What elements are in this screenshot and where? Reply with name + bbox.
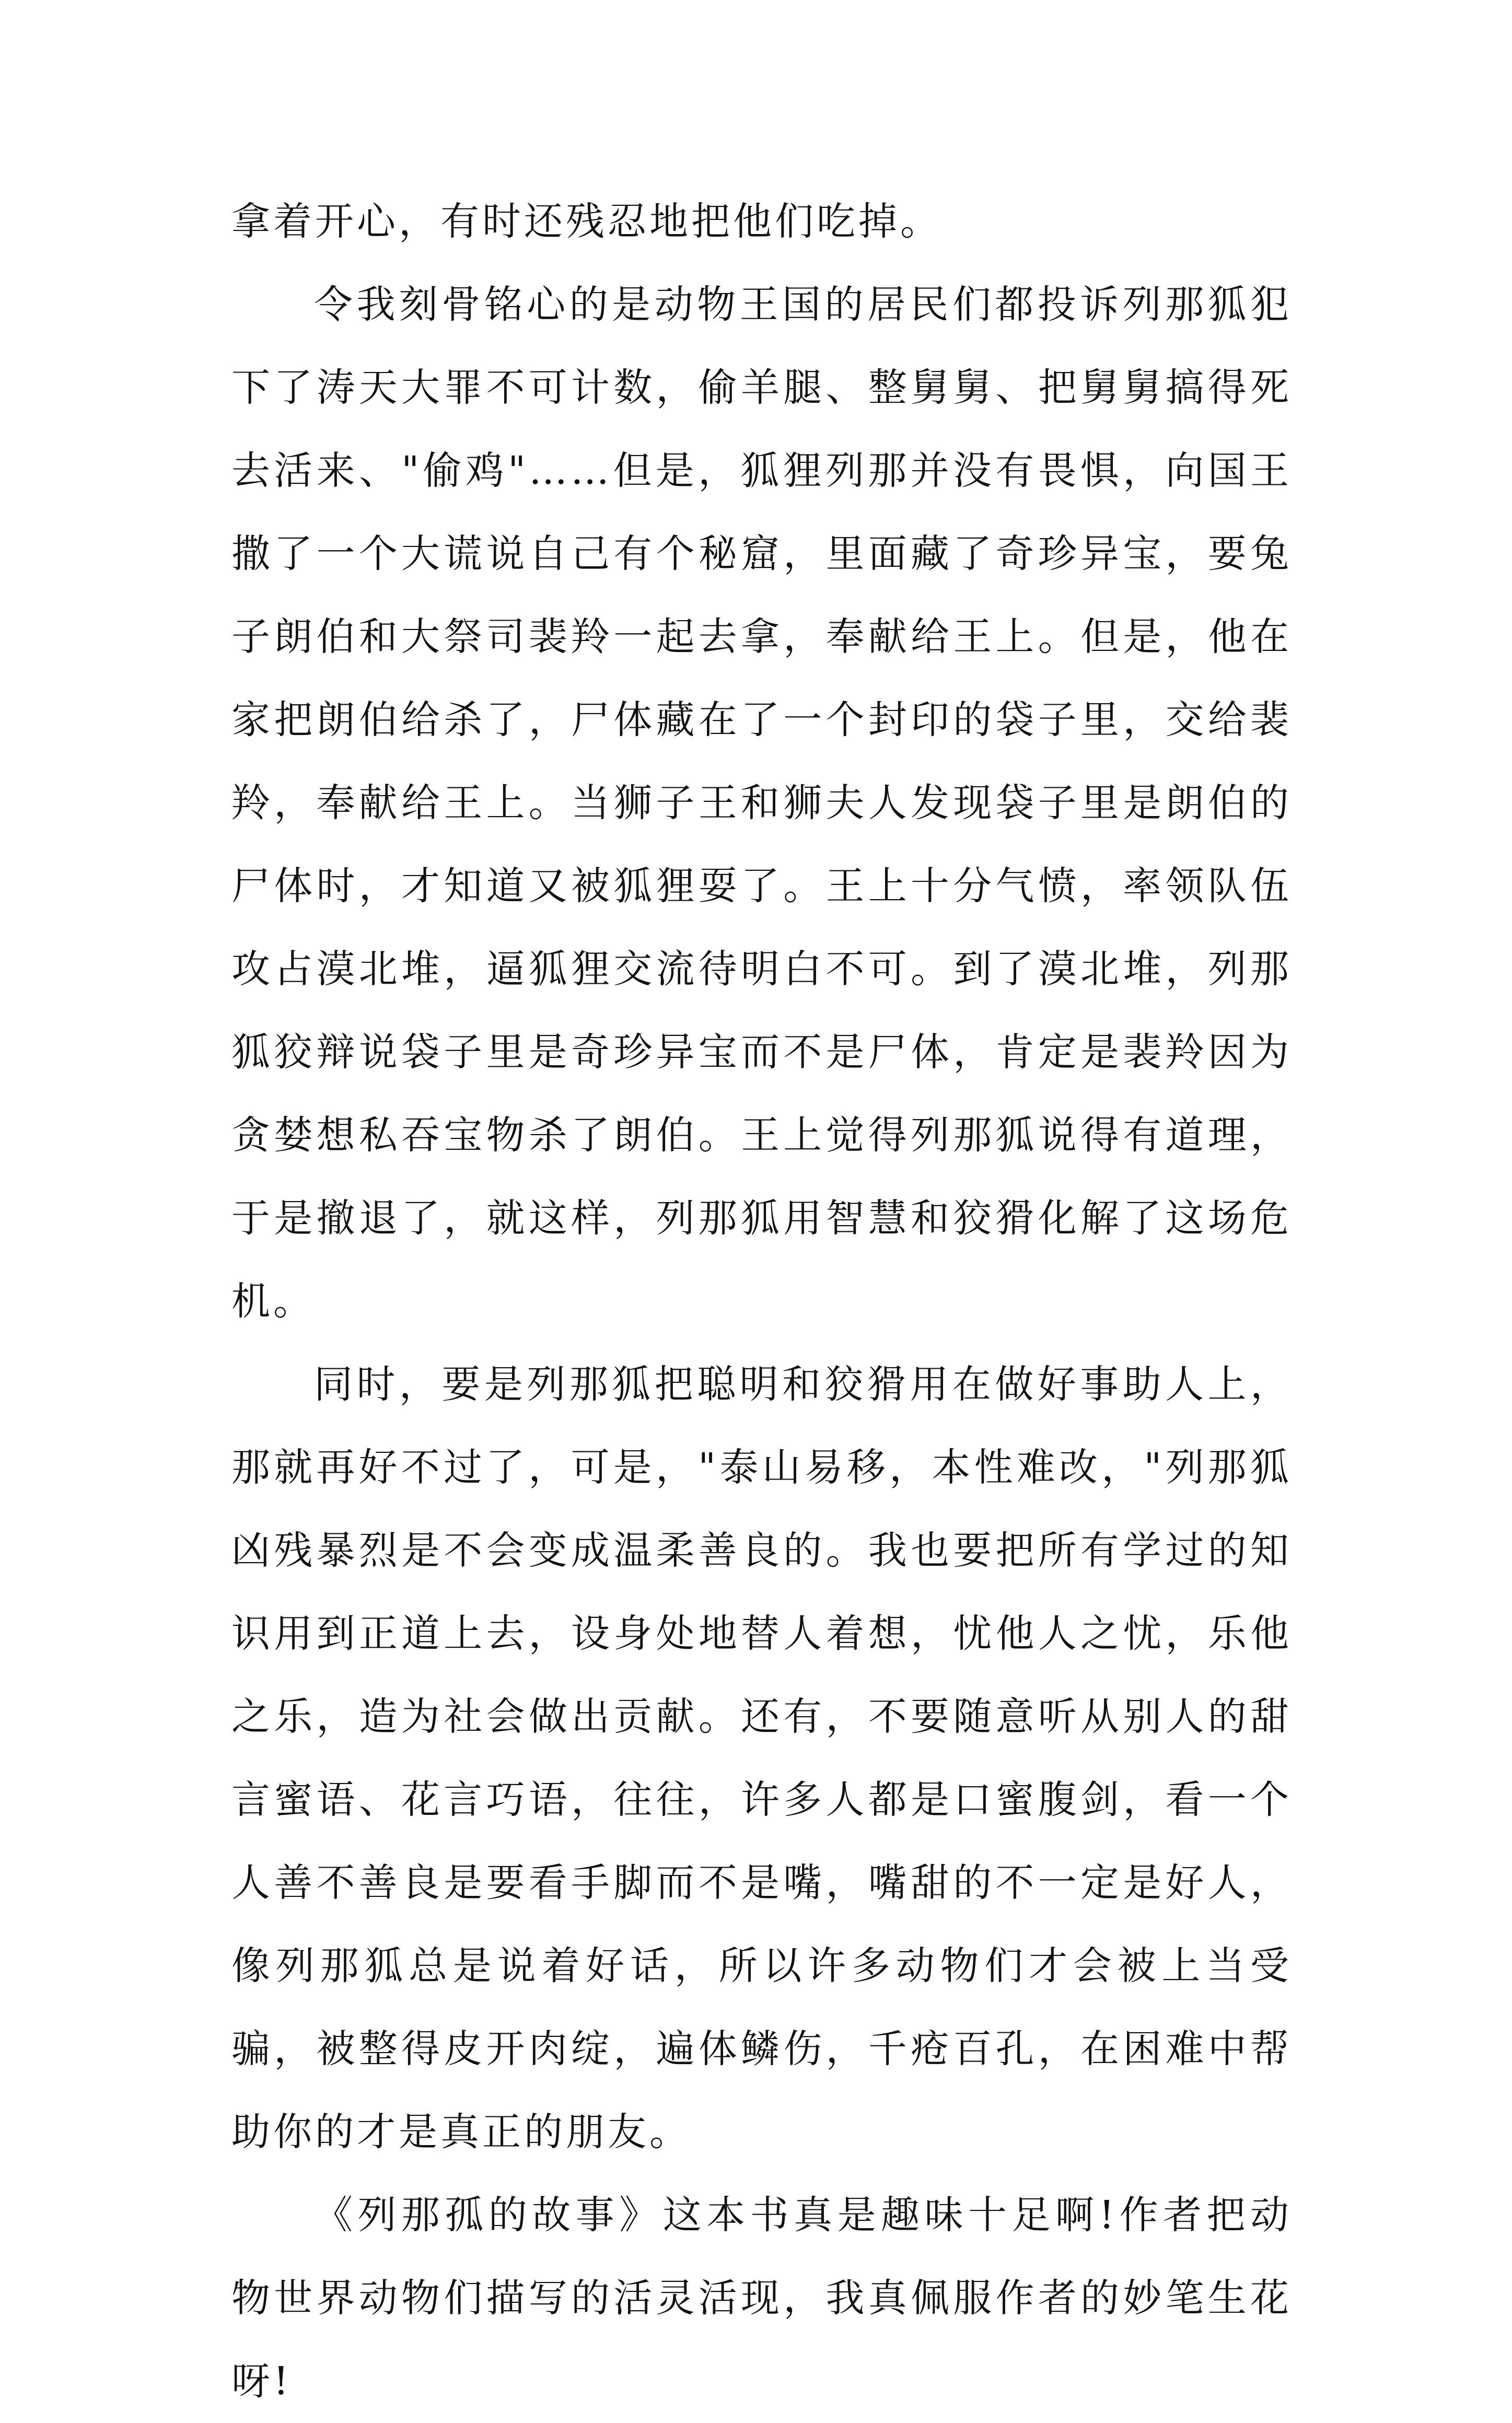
paragraph-continuation: 拿着开心，有时还残忍地把他们吃掉。 — [231, 199, 942, 244]
body-text — [231, 180, 1292, 2423]
paragraph-reflection: 同时，要是列那狐把聪明和狡猾用在做好事助人上，那就再好不过了，可是，"泰山易移，本性难改，"列那狐凶残暴烈是不会变成温柔善良的。我也要把所有学过的知识用到正道上去，设身处地替人着想，忧他人之忧，乐他之乐，造为社会做出贡献。还有，不要随意听从别人的甜言蜜语、花言巧语，往往，许多人都是口蜜腹剑，看一个人善不善良是要看手脚而不是嘴，嘴甜的不一定是好人，像列那狐总是说着好话，所以许多动物们才会被上当受骗，被整得皮开肉绽，遍体鳞伤，千疮百孔，在困难中帮助你的才是真正的朋友。 — [231, 1362, 1292, 2154]
paragraph-story-summary: 令我刻骨铭心的是动物王国的居民们都投诉列那狐犯下了涛天大罪不可计数，偷羊腿、整舅舅、把舅舅搞得死去活来、"偷鸡"……但是，狐狸列那并没有畏惧，向国王撒了一个大谎说自己有个秘窟，里面藏了奇珍异宝，要兔子朗伯和大祭司裴羚一起去拿，奉献给王上。但是，他在家把朗伯给杀了，尸体藏在了一个封印的袋子里，交给裴羚，奉献给王上。当狮子王和狮夫人发现袋子里是朗伯的尸体时，才知道又被狐狸耍了。王上十分气愤，率领队伍攻占漠北堆，逼狐狸交流待明白不可。到了漠北堆，列那狐狡辩说袋子里是奇珍异宝而不是尸体，肯定是裴羚因为贪婪想私吞宝物杀了朗伯。王上觉得列那狐说得有道理，于是撤退了，就这样，列那狐用智慧和狡猾化解了这场危机。 — [231, 282, 1292, 1324]
paragraph-conclusion: 《列那孤的故事》这本书真是趣味十足啊!作者把动物世界动物们描写的活灵活现，我真佩服作者的妙笔生花呀! — [231, 2193, 1292, 2404]
